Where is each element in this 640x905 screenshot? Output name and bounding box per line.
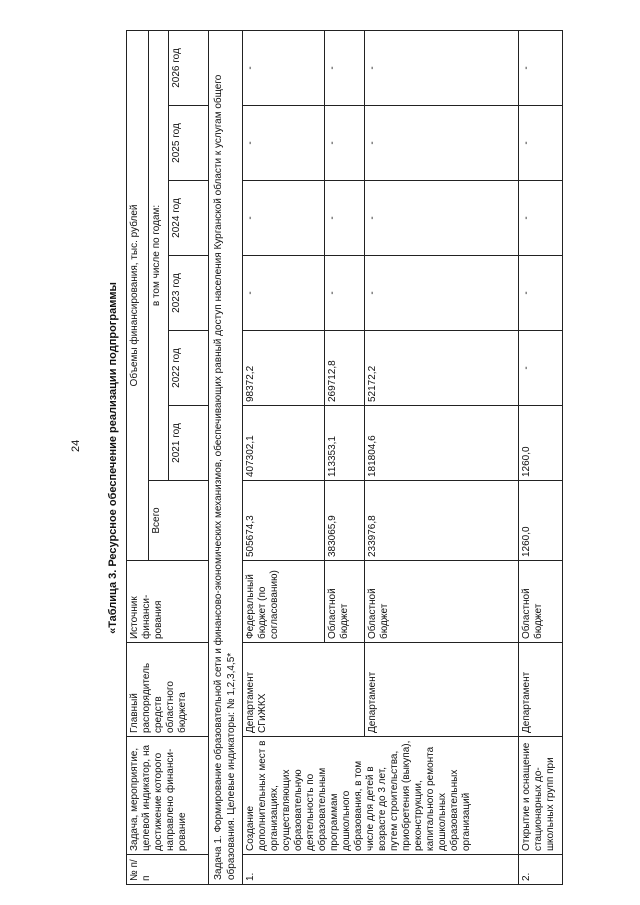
header-year: 2024 год xyxy=(169,181,209,256)
header-total: Всего xyxy=(149,481,209,561)
row-value: - xyxy=(365,256,519,331)
task-row: Задача 1. Формирование образовательной сети и финансово-экономических механизмов, обеспечивающих равный доступ населения Курганской области к услугам общего образования. Целевые индикаторы: № 1,2,3,4,5* xyxy=(209,30,243,884)
row-value: - xyxy=(519,30,563,105)
row-total: 1260,0 xyxy=(519,481,563,561)
row-value: - xyxy=(325,256,365,331)
row-value: - xyxy=(243,30,325,105)
table-row xyxy=(243,30,325,884)
financing-table xyxy=(126,30,563,885)
header-year: 2022 год xyxy=(169,331,209,406)
row-name: Создание дополнительных мест в организациях, осуществляющих образовательную деятельность по образовательным программам дошкольного образования, в том числе для детей в возрасте до 3 лет, путем строительства, приобретения (выкупа), реконструкции, капитального ремонта дошкольных образовательных организаций xyxy=(243,737,519,855)
row-manager: Департамент СГиЖКХ xyxy=(243,643,365,737)
rotated-table-sheet xyxy=(100,31,608,885)
row-value: - xyxy=(365,30,519,105)
row-manager: Департамент xyxy=(519,643,563,737)
header-year: 2023 год xyxy=(169,256,209,331)
row-value: 98372,2 xyxy=(243,331,325,406)
row-value: - xyxy=(365,106,519,181)
row-value: - xyxy=(325,106,365,181)
row-source: Областной бюджет xyxy=(519,561,563,643)
row-manager: Департамент xyxy=(365,643,519,737)
header-year: 2026 год xyxy=(169,30,209,105)
row-value: 407302,1 xyxy=(243,406,325,481)
row-total: 233976,8 xyxy=(365,481,519,561)
header-volumes: Объемы финансирования, тыс. рублей xyxy=(127,30,149,560)
row-num: 2. xyxy=(519,855,563,885)
row-num: 1. xyxy=(243,855,519,885)
page-number: 24 xyxy=(70,439,82,452)
row-value: - xyxy=(243,181,325,256)
row-total: 383065,9 xyxy=(325,481,365,561)
row-value: - xyxy=(243,256,325,331)
row-total: 505674,3 xyxy=(243,481,325,561)
header-task: Задача, мероприятие, целевой индикатор, на достижение которого направлено финанси-рование xyxy=(127,737,209,855)
header-manager: Главный распорядитель средств областного бюджета xyxy=(127,643,209,737)
header-source: Источник финанси-рования xyxy=(127,561,209,643)
row-value: - xyxy=(519,181,563,256)
row-value: - xyxy=(519,331,563,406)
row-value: - xyxy=(325,181,365,256)
header-year: 2021 год xyxy=(169,406,209,481)
row-source: Областной бюджет xyxy=(325,561,365,643)
row-value: 113353,1 xyxy=(325,406,365,481)
row-value: - xyxy=(325,30,365,105)
table-row xyxy=(519,30,563,884)
row-value: 269712,8 xyxy=(325,331,365,406)
header-year: 2025 год xyxy=(169,106,209,181)
row-name: Открытие и оснащение стационарных до-школьных групп при xyxy=(519,737,563,855)
table-title: «Таблица 3. Ресурсное обеспечение реализации подпрограммы xyxy=(107,282,119,634)
row-value: 181804,6 xyxy=(365,406,519,481)
row-value: 1260,0 xyxy=(519,406,563,481)
row-source: Федеральный бюджет (по согласованию) xyxy=(243,561,325,643)
row-value: 52172,2 xyxy=(365,331,519,406)
header-by-years: в том числе по годам: xyxy=(149,30,169,480)
row-value: - xyxy=(243,106,325,181)
row-value: - xyxy=(365,181,519,256)
row-value: - xyxy=(519,256,563,331)
header-num: № п/п xyxy=(127,855,209,885)
row-value: - xyxy=(519,106,563,181)
row-source: Областной бюджет xyxy=(365,561,519,643)
